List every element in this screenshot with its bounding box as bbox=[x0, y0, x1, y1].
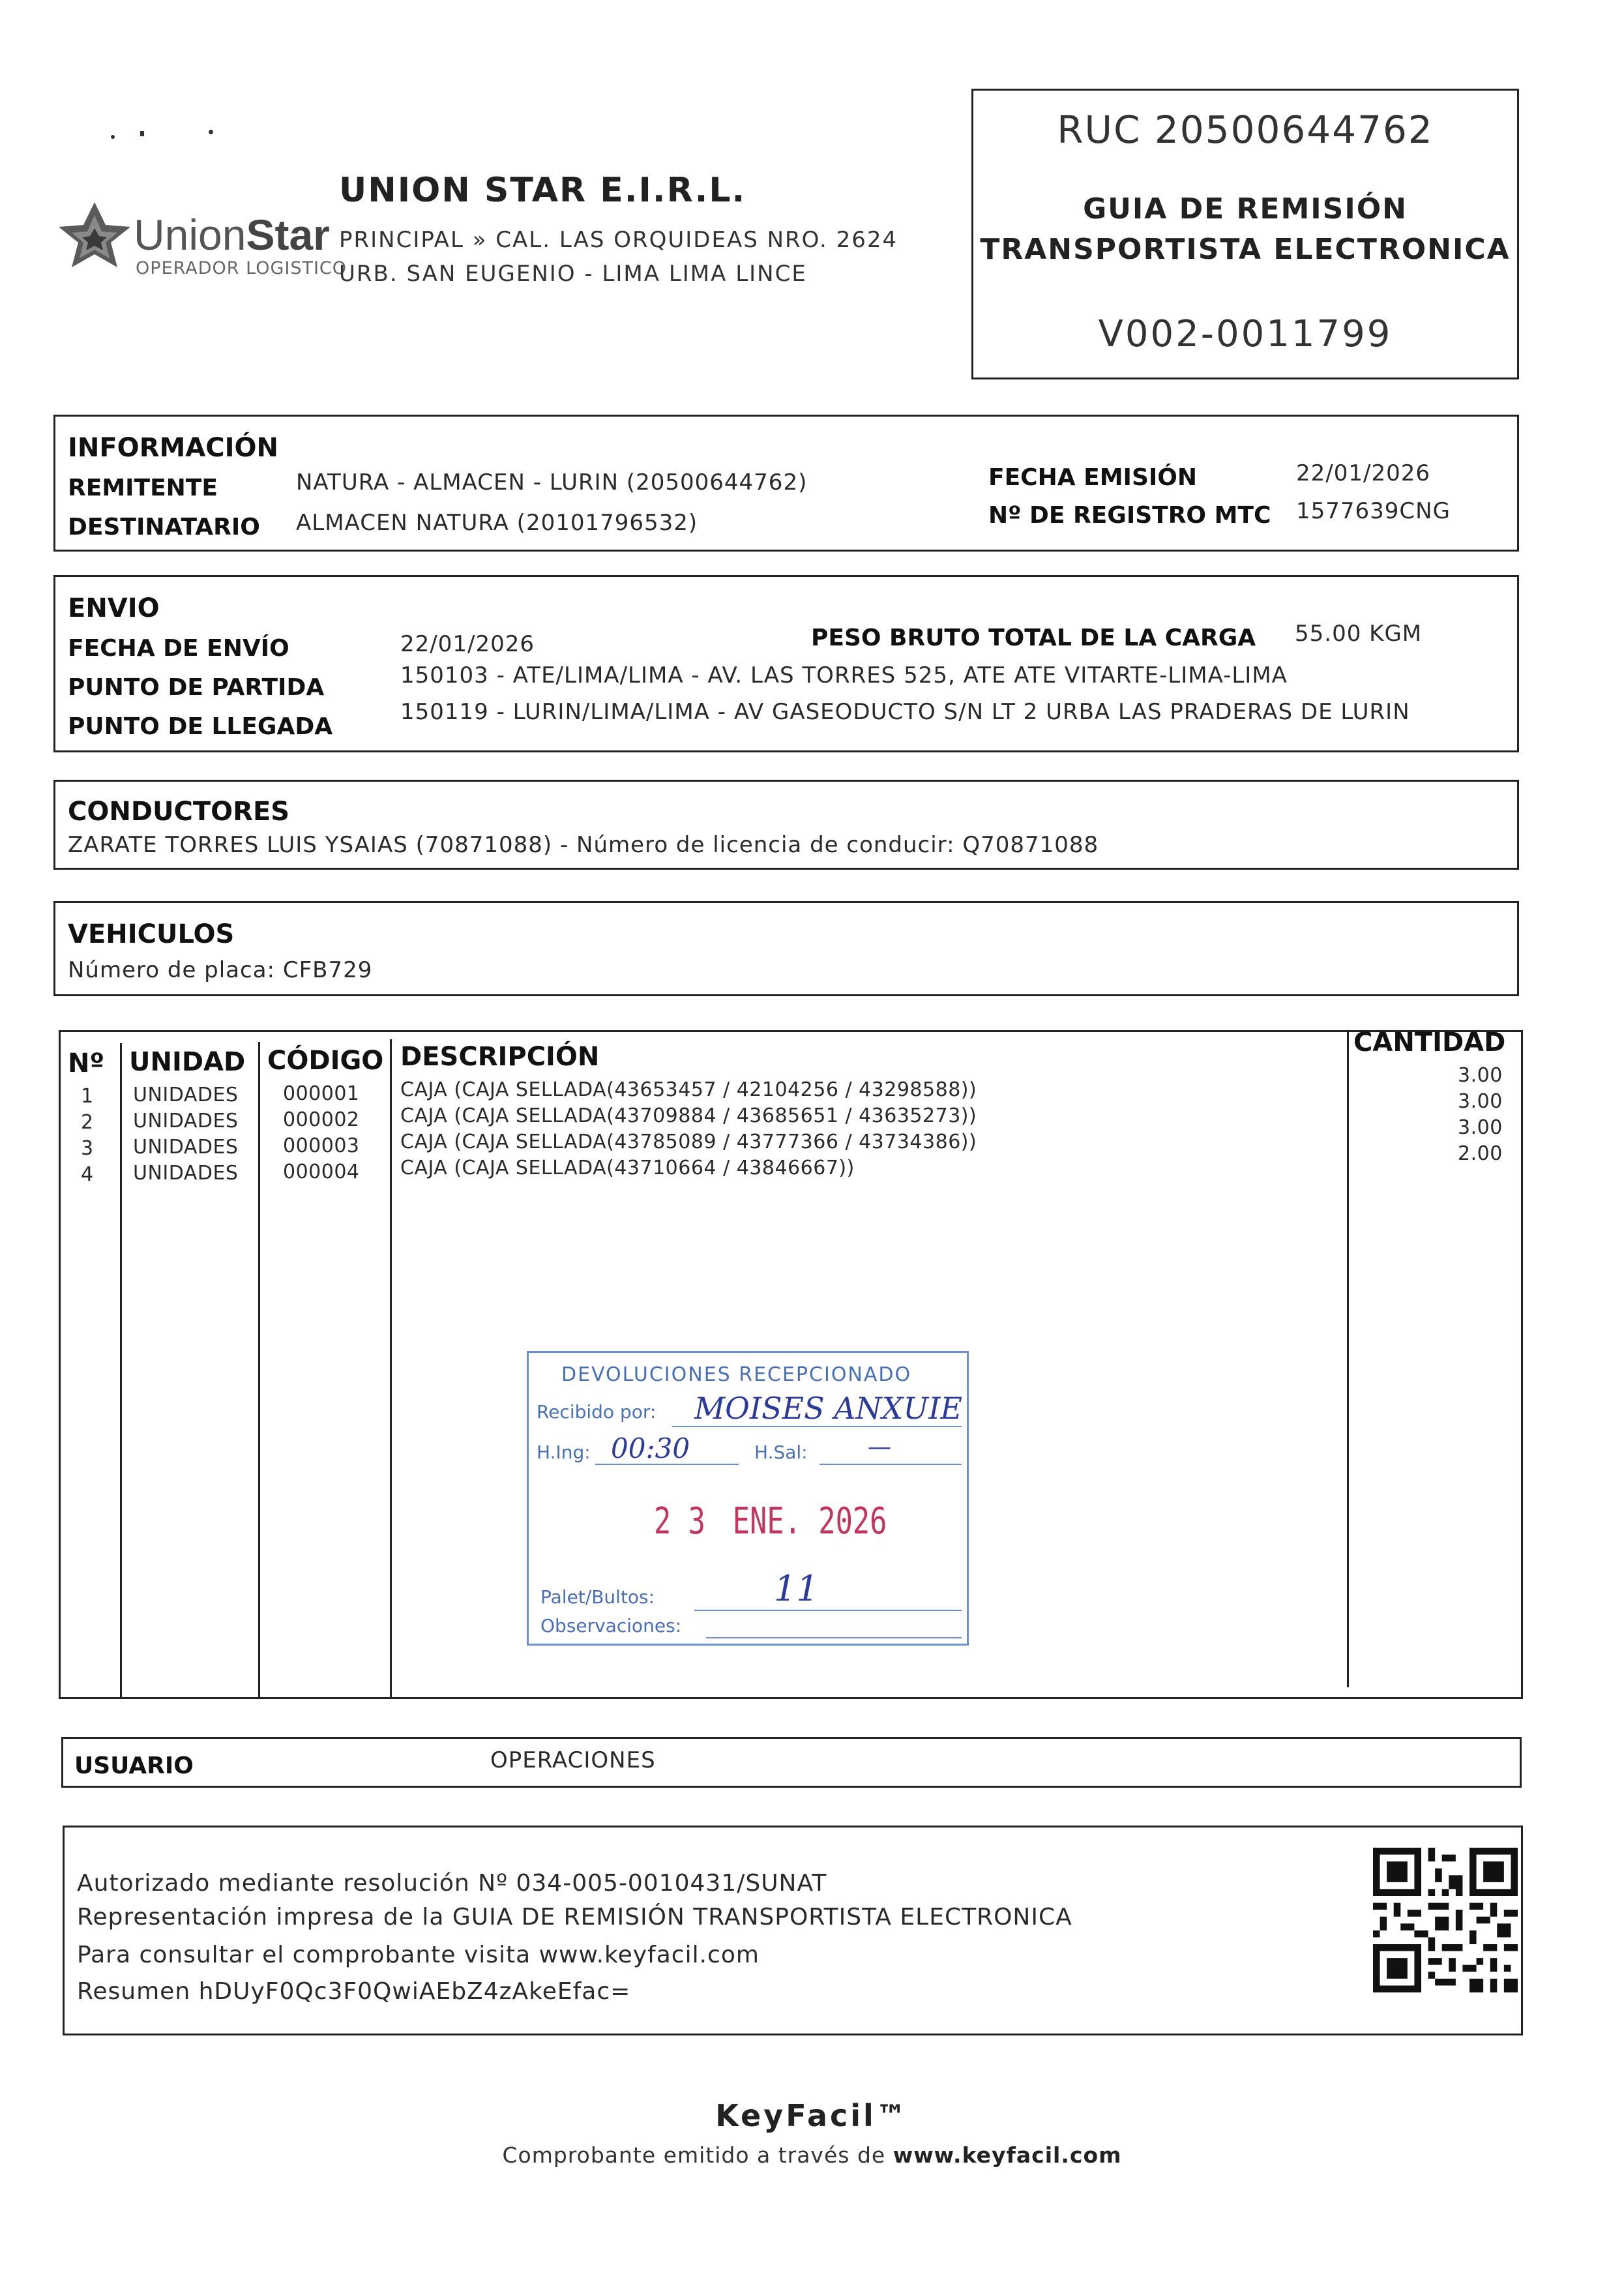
cell-no: 3 bbox=[81, 1137, 94, 1160]
col-divider bbox=[1347, 1030, 1349, 1687]
stamp-hing-label: H.Ing: bbox=[537, 1442, 591, 1463]
usuario-section bbox=[61, 1737, 1522, 1788]
auth-line3: Para consultar el comprobante visita www.keyfacil.com bbox=[77, 1942, 760, 1968]
col-divider bbox=[120, 1043, 122, 1699]
doc-number: V002-0011799 bbox=[1098, 313, 1393, 355]
punto-llegada-label: PUNTO DE LLEGADA bbox=[68, 713, 333, 740]
cell-cantidad: 2.00 bbox=[1458, 1142, 1503, 1165]
destinatario-value: ALMACEN NATURA (20101796532) bbox=[296, 510, 698, 536]
punto-partida-value: 150103 - ATE/LIMA/LIMA - AV. LAS TORRES 525, ATE ATE VITARTE-LIMA-LIMA bbox=[400, 662, 1288, 688]
scan-specks bbox=[108, 127, 238, 147]
company-name: UNION STAR E.I.R.L. bbox=[339, 171, 746, 210]
cell-descripcion: CAJA (CAJA SELLADA(43709884 / 43685651 / 43635273)) bbox=[400, 1104, 977, 1127]
doc-title-line2: TRANSPORTISTA ELECTRONICA bbox=[980, 233, 1511, 266]
peso-bruto-value: 55.00 KGM bbox=[1295, 621, 1423, 647]
brand-tagline bbox=[0, 2142, 1624, 2168]
punto-llegada-value: 150119 - LURIN/LIMA/LIMA - AV GASEODUCTO S/N LT 2 URBA LAS PRADERAS DE LURIN bbox=[400, 699, 1410, 725]
fecha-envio-value: 22/01/2026 bbox=[400, 631, 535, 657]
stamp-date-rest: ENE. 2026 bbox=[732, 1500, 887, 1543]
vehiculos-value: Número de placa: CFB729 bbox=[68, 957, 373, 983]
peso-bruto-label: PESO BRUTO TOTAL DE LA CARGA bbox=[811, 625, 1256, 651]
stamp-date bbox=[654, 1500, 887, 1543]
conductores-title: CONDUCTORES bbox=[68, 797, 290, 827]
cell-codigo: 000001 bbox=[283, 1082, 360, 1105]
cell-no: 2 bbox=[81, 1111, 94, 1134]
remitente-value: NATURA - ALMACEN - LURIN (20500644762) bbox=[296, 469, 808, 496]
auth-line4: Resumen hDUyF0Qc3F0QwiAEbZ4zAkeEfac= bbox=[77, 1978, 631, 2005]
cell-unidad: UNIDADES bbox=[133, 1162, 239, 1185]
th-cantidad: CANTIDAD bbox=[1353, 1028, 1506, 1058]
cell-unidad: UNIDADES bbox=[133, 1084, 239, 1106]
cell-unidad: UNIDADES bbox=[133, 1136, 239, 1159]
company-address-line1: PRINCIPAL » CAL. LAS ORQUIDEAS NRO. 2624 bbox=[339, 227, 898, 253]
company-address-line2: URB. SAN EUGENIO - LIMA LIMA LINCE bbox=[339, 261, 807, 287]
cell-no: 1 bbox=[81, 1085, 94, 1108]
stamp-title: DEVOLUCIONES RECEPCIONADO bbox=[561, 1363, 912, 1386]
cell-no: 4 bbox=[81, 1163, 94, 1186]
stamp-obs-label: Observaciones: bbox=[540, 1615, 682, 1636]
destinatario-label: DESTINATARIO bbox=[68, 514, 260, 540]
logo-text-star: Star bbox=[246, 211, 330, 259]
brand-name: KeyFacil™ bbox=[715, 2098, 909, 2133]
cell-descripcion: CAJA (CAJA SELLADA(43785089 / 43777366 / 43734386)) bbox=[400, 1131, 977, 1153]
stamp-hsal-label: H.Sal: bbox=[754, 1442, 808, 1463]
col-divider bbox=[390, 1039, 392, 1699]
vehiculos-title: VEHICULOS bbox=[68, 919, 235, 949]
stamp-hing-value: 00:30 bbox=[611, 1432, 690, 1464]
stamp-palet-label: Palet/Bultos: bbox=[540, 1586, 655, 1608]
cell-codigo: 000002 bbox=[283, 1108, 360, 1131]
stamp-recibido-line bbox=[672, 1426, 962, 1427]
stamp-recibido-label: Recibido por: bbox=[537, 1401, 657, 1423]
cell-cantidad: 3.00 bbox=[1458, 1064, 1503, 1087]
registro-mtc-value: 1577639CNG bbox=[1296, 498, 1451, 524]
brand-website-link[interactable]: www.keyfacil.com bbox=[893, 2142, 1122, 2168]
th-codigo: CÓDIGO bbox=[267, 1046, 384, 1076]
stamp-obs-line bbox=[706, 1637, 962, 1638]
stamp-palet-line bbox=[694, 1610, 962, 1611]
fecha-emision-label: FECHA EMISIÓN bbox=[988, 464, 1197, 491]
registro-mtc-label: Nº DE REGISTRO MTC bbox=[988, 502, 1271, 529]
fecha-envio-label: FECHA DE ENVÍO bbox=[68, 635, 289, 662]
informacion-title: INFORMACIÓN bbox=[68, 433, 278, 463]
fecha-emision-value: 22/01/2026 bbox=[1296, 460, 1430, 486]
remitente-label: REMITENTE bbox=[68, 475, 218, 501]
cell-unidad: UNIDADES bbox=[133, 1110, 239, 1132]
cell-codigo: 000003 bbox=[283, 1134, 360, 1157]
cell-descripcion: CAJA (CAJA SELLADA(43653457 / 42104256 / 43298588)) bbox=[400, 1078, 977, 1101]
ruc-number: RUC 20500644762 bbox=[1057, 108, 1434, 152]
punto-partida-label: PUNTO DE PARTIDA bbox=[68, 674, 325, 701]
stamp-recibido-value: MOISES ANXUIE bbox=[694, 1391, 962, 1426]
th-descripcion: DESCRIPCIÓN bbox=[400, 1042, 600, 1072]
auth-line2: Representación impresa de la GUIA DE REMISIÓN TRANSPORTISTA ELECTRONICA bbox=[77, 1904, 1072, 1931]
auth-line1: Autorizado mediante resolución Nº 034-005-0010431/SUNAT bbox=[77, 1870, 827, 1897]
th-no: Nº bbox=[68, 1048, 105, 1078]
th-unidad: UNIDAD bbox=[129, 1047, 246, 1077]
logo-text-union: Union bbox=[134, 211, 246, 259]
union-star-logo-icon bbox=[52, 196, 137, 293]
company-logo bbox=[52, 196, 347, 293]
brand-tagline-text: Comprobante emitido a través de bbox=[502, 2142, 893, 2168]
cell-codigo: 000004 bbox=[283, 1161, 360, 1183]
qr-code-icon bbox=[1373, 1848, 1518, 1992]
usuario-label: USUARIO bbox=[74, 1753, 194, 1779]
doc-title-line1: GUIA DE REMISIÓN bbox=[1083, 192, 1408, 226]
stamp-palet-value: 11 bbox=[774, 1568, 819, 1609]
cell-cantidad: 3.00 bbox=[1458, 1090, 1503, 1113]
cell-descripcion: CAJA (CAJA SELLADA(43710664 / 43846667)) bbox=[400, 1157, 855, 1179]
stamp-hsal-value: — bbox=[868, 1434, 891, 1460]
stamp-hsal-line bbox=[819, 1464, 962, 1465]
envio-title: ENVIO bbox=[68, 593, 160, 623]
usuario-value: OPERACIONES bbox=[490, 1747, 656, 1773]
reception-stamp bbox=[527, 1351, 969, 1646]
cell-cantidad: 3.00 bbox=[1458, 1116, 1503, 1139]
stamp-date-day: 2 3 bbox=[654, 1500, 705, 1543]
logo-subtitle: OPERADOR LOGISTICO bbox=[136, 258, 347, 278]
col-divider bbox=[258, 1042, 260, 1699]
conductores-value: ZARATE TORRES LUIS YSAIAS (70871088) - Número de licencia de conducir: Q70871088 bbox=[68, 832, 1099, 858]
